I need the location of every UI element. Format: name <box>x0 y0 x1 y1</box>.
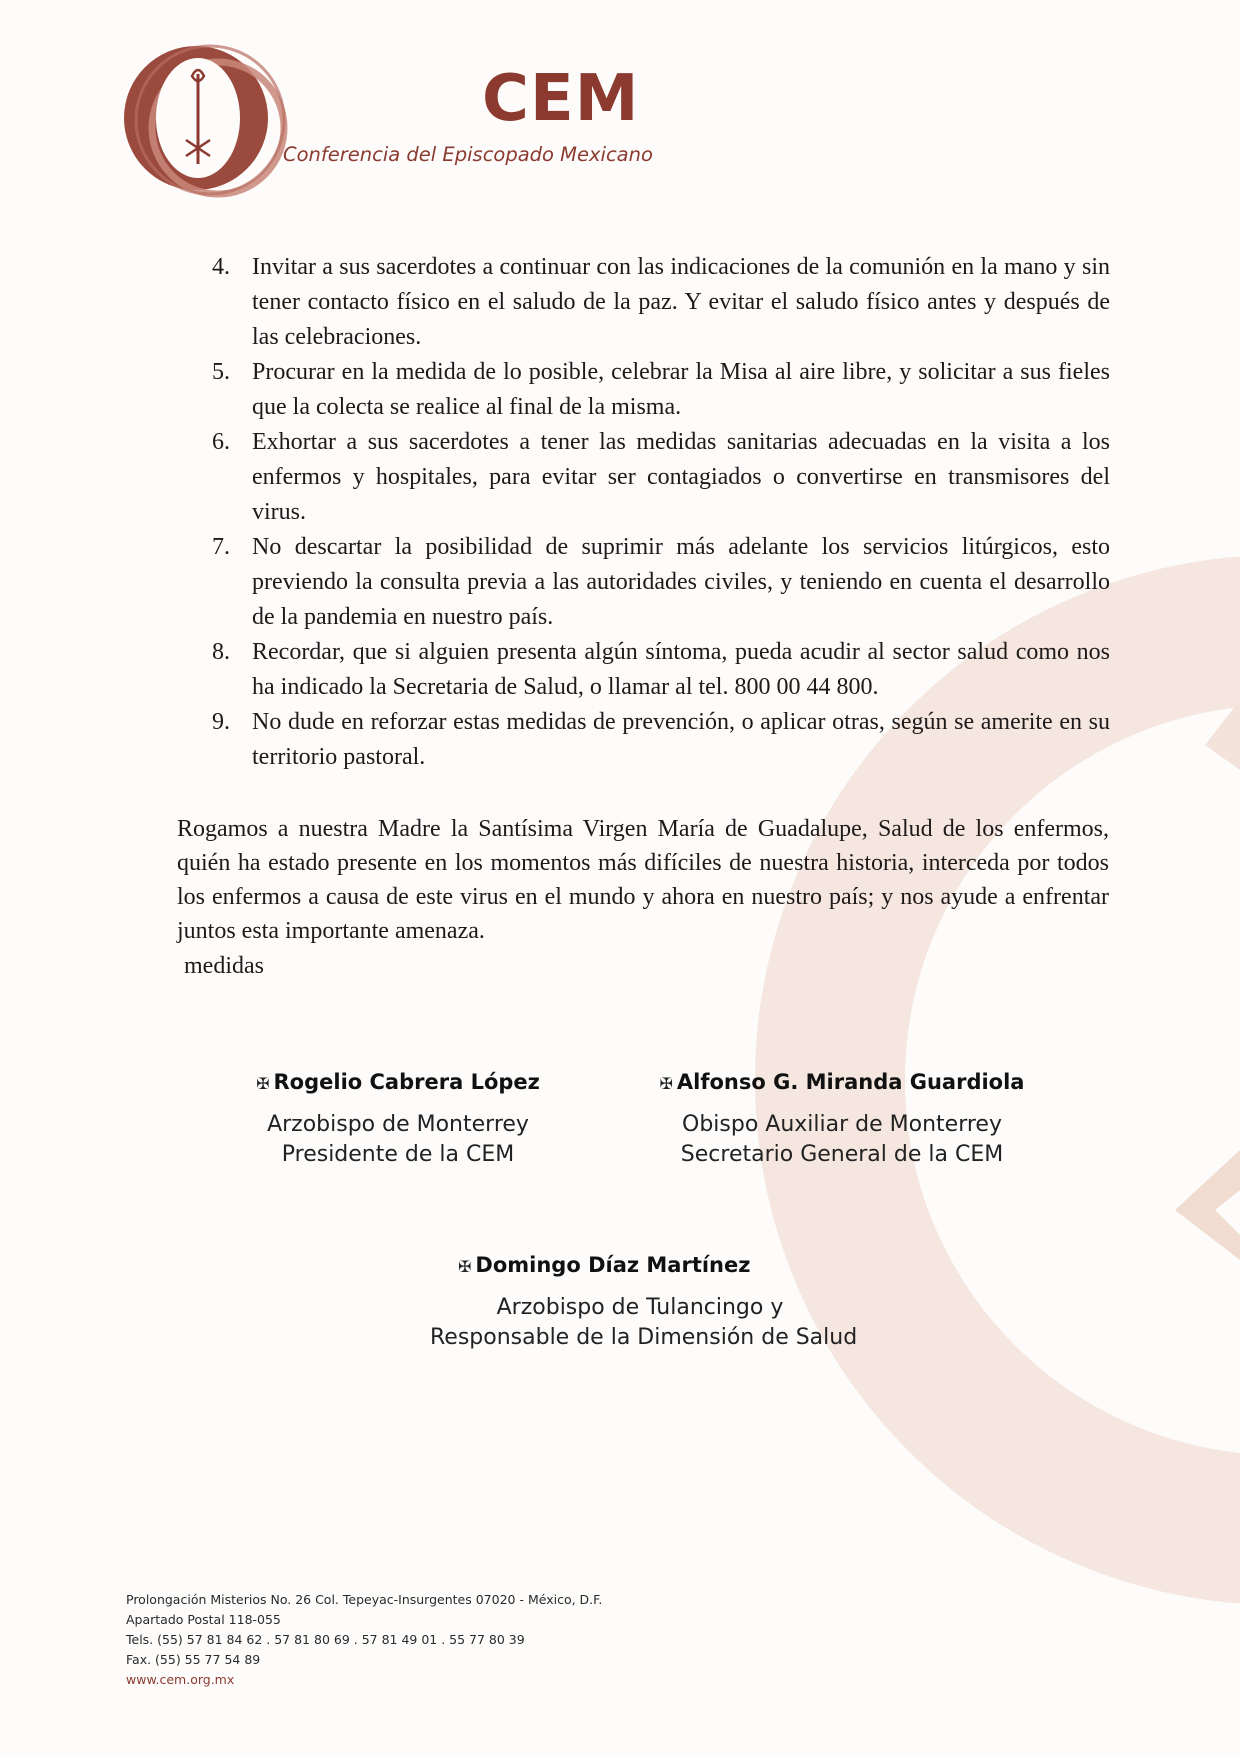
cross-icon: ✠ <box>659 1074 673 1093</box>
stray-word: medidas <box>184 953 264 979</box>
cross-icon: ✠ <box>256 1074 270 1093</box>
signature-block-1 <box>248 1070 548 1170</box>
footer-website-link[interactable]: www.cem.org.mx <box>126 1672 235 1687</box>
list-item <box>210 425 1110 530</box>
cross-icon: ✠ <box>458 1257 472 1276</box>
footer-fax: Fax. (55) 55 77 54 89 <box>126 1652 261 1667</box>
list-item <box>210 355 1110 425</box>
list-number: 9. <box>212 709 230 735</box>
list-number: 8. <box>212 639 230 665</box>
signature-block-2 <box>632 1070 1052 1170</box>
list-item <box>210 530 1110 635</box>
list-item <box>210 635 1110 705</box>
brand-name: Conferencia del Episcopado Mexicano <box>283 143 653 166</box>
list-number: 6. <box>212 429 230 455</box>
signer-title: Presidente de la CEM <box>281 1142 515 1167</box>
list-text: Recordar, que si alguien presenta algún síntoma, pueda acudir al sector salud como nos ha indicado la Secretaria de Salud, o llamar al tel. 800 00 44 800. <box>252 639 1110 700</box>
signer-title: Obispo Auxiliar de Monterrey <box>682 1112 1002 1137</box>
list-number: 7. <box>212 534 230 560</box>
list-text: No descartar la posibilidad de suprimir más adelante los servicios litúrgicos, esto previendo la consulta previa a las autoridades civiles, y teniendo en cuenta el desarrollo de la pandemia en nuestro país. <box>252 534 1110 630</box>
list-text: Procurar en la medida de lo posible, celebrar la Misa al aire libre, y solicitar a sus fieles que la colecta se realice al final de la misma. <box>252 359 1110 420</box>
brand-acronym: CEM <box>482 62 640 136</box>
signer-name: Domingo Díaz Martínez <box>475 1253 751 1277</box>
list-text: No dude en reforzar estas medidas de prevención, o aplicar otras, según se amerite en su territorio pastoral. <box>252 709 1110 770</box>
footer-address: Prolongación Misterios No. 26 Col. Tepeyac-Insurgentes 07020 - México, D.F. <box>126 1592 603 1607</box>
list-number: 5. <box>212 359 230 385</box>
signer-name: Rogelio Cabrera López <box>273 1070 540 1094</box>
cem-logo-icon <box>118 36 288 206</box>
list-item <box>210 705 1110 775</box>
list-number: 4. <box>212 254 230 280</box>
footer-postal: Apartado Postal 118-055 <box>126 1612 281 1627</box>
footer <box>126 1590 602 1690</box>
list-text: Exhortar a sus sacerdotes a tener las medidas sanitarias adecuadas en la visita a los enfermos y hospitales, para evitar ser contagiados o convertirse en transmisores del virus. <box>252 429 1110 525</box>
measures-list <box>210 250 1110 775</box>
list-text: Invitar a sus sacerdotes a continuar con las indicaciones de la comunión en la mano y sin tener contacto físico en el saludo de la paz. Y evitar el saludo físico antes y después de las celebraciones. <box>252 254 1110 350</box>
signature-block-3 <box>430 1253 858 1353</box>
signer-name: Alfonso G. Miranda Guardiola <box>676 1070 1025 1094</box>
footer-phones: Tels. (55) 57 81 84 62 . 57 81 80 69 . 57 81 49 01 . 55 77 80 39 <box>126 1632 525 1647</box>
signer-title: Arzobispo de Tulancingo y <box>496 1295 784 1320</box>
list-item <box>210 250 1110 355</box>
signer-title: Secretario General de la CEM <box>680 1142 1004 1167</box>
signer-title: Arzobispo de Monterrey <box>267 1112 529 1137</box>
closing-paragraph: Rogamos a nuestra Madre la Santísima Virgen María de Guadalupe, Salud de los enfermos, quién ha estado presente en los momentos más difíciles de nuestra historia, interceda por todos los enfermos a causa de este virus en el mundo y ahora en nuestro país; y nos ayude a enfrentar juntos esta importante amenaza. <box>177 816 1109 944</box>
signer-title: Responsable de la Dimensión de Salud <box>430 1325 858 1350</box>
